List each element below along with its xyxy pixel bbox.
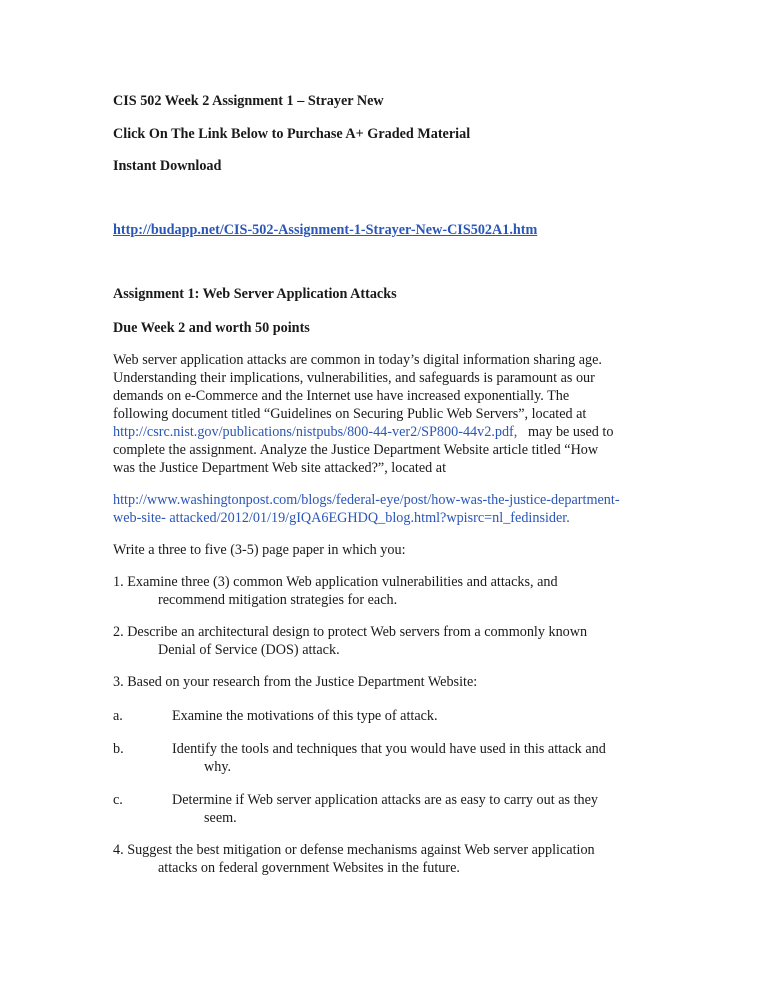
intro-line-4: following document titled “Guidelines on Securing Public Web Servers”, located at xyxy=(113,406,587,422)
instructions-line: Write a three to five (3-5) page paper in which you: xyxy=(113,542,406,558)
intro-line-1: Web server application attacks are common in today’s digital information sharing age. xyxy=(113,352,602,368)
purchase-link[interactable]: http://budapp.net/CIS-502-Assignment-1-Strayer-New-CIS502A1.htm xyxy=(113,222,538,238)
item-1-line-1: 1. Examine three (3) common Web application vulnerabilities and attacks, and xyxy=(113,574,558,590)
item-3-line-1: 3. Based on your research from the Justice Department Website: xyxy=(113,674,478,690)
article-link-line-1[interactable]: http://www.washingtonpost.com/blogs/federal-eye/post/how-was-the-justice-department- xyxy=(113,492,620,508)
purchase-instruction: Click On The Link Below to Purchase A+ Graded Material xyxy=(113,126,471,142)
document-title: CIS 502 Week 2 Assignment 1 – Strayer New xyxy=(113,93,384,109)
item-2-line-2: Denial of Service (DOS) attack. xyxy=(158,642,340,658)
subitem-c-text-line-1: Determine if Web server application attacks are as easy to carry out as they xyxy=(172,792,599,808)
subitem-b-label: b. xyxy=(113,741,124,757)
assignment-heading: Assignment 1: Web Server Application Attacks xyxy=(113,286,397,302)
subitem-a-text: Examine the motivations of this type of attack. xyxy=(172,708,438,724)
subitem-b-text-line-2: why. xyxy=(204,759,232,775)
intro-line-5-rest: may be used to xyxy=(527,424,614,440)
subitem-c-label: c. xyxy=(113,792,123,808)
article-link-line-2[interactable]: web-site- attacked/2012/01/19/gIQA6EGHDQ_blog.html?wpisrc=nl_fedinsider. xyxy=(113,510,570,526)
item-2-line-1: 2. Describe an architectural design to protect Web servers from a commonly known xyxy=(113,624,588,640)
due-date-line: Due Week 2 and worth 50 points xyxy=(113,320,310,336)
intro-line-6: complete the assignment. Analyze the Justice Department Website article titled “How xyxy=(113,442,599,458)
item-4-line-2: attacks on federal government Websites in the future. xyxy=(158,860,460,876)
intro-line-5 xyxy=(113,422,613,442)
subitem-c-text-line-2: seem. xyxy=(204,810,237,826)
intro-line-3: demands on e-Commerce and the Internet use have increased exponentially. The xyxy=(113,388,570,404)
subitem-a-label: a. xyxy=(113,708,123,724)
intro-line-7: was the Justice Department Web site attacked?”, located at xyxy=(113,460,447,476)
instant-download-label: Instant Download xyxy=(113,158,222,174)
nist-guidelines-link[interactable]: http://csrc.nist.gov/publications/nistpubs/800-44-ver2/SP800-44v2.pdf, xyxy=(113,424,518,440)
subitem-b-text-line-1: Identify the tools and techniques that you would have used in this attack and xyxy=(172,741,606,757)
intro-line-2: Understanding their implications, vulnerabilities, and safeguards is paramount as our xyxy=(113,370,595,386)
item-1-line-2: recommend mitigation strategies for each. xyxy=(158,592,398,608)
item-4-line-1: 4. Suggest the best mitigation or defense mechanisms against Web server application xyxy=(113,842,595,858)
